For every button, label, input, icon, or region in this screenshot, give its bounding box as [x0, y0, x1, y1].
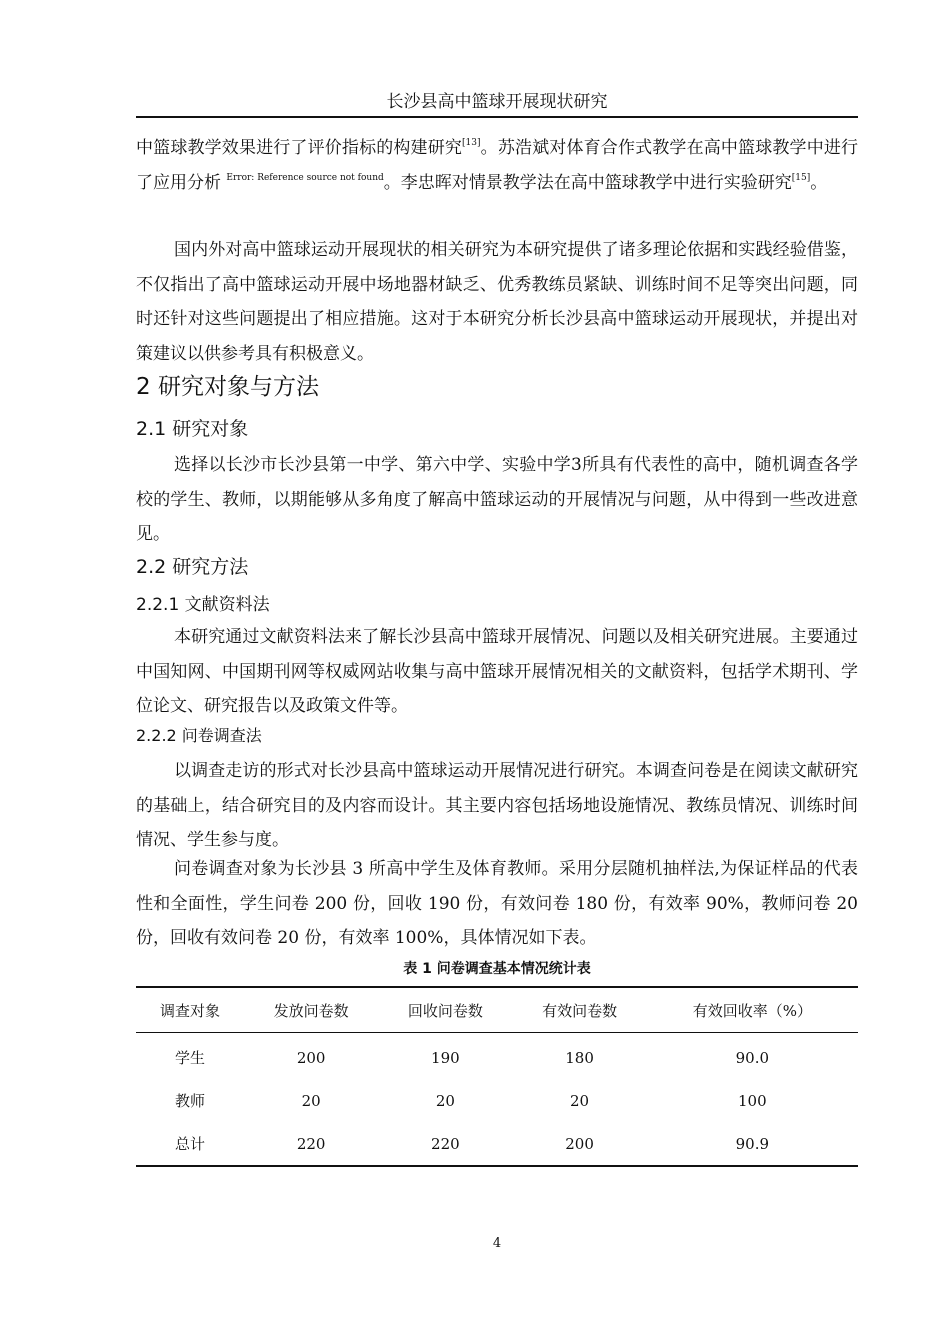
section-2-2-2-paragraph-1: 以调查走访的形式对长沙县高中篮球运动开展情况进行研究。本调查问卷是在阅读文献研究的基础上，结合研究目的及内容而设计。其主要内容包括场地设施情况、教练员情况、训练时间情况、学生参与度。	[136, 761, 858, 850]
table-cell: 20	[570, 1091, 590, 1110]
table-caption: 表 1 问卷调查基本情况统计表	[403, 961, 591, 977]
citation-13: [13]	[462, 138, 481, 148]
intro-text-d: 。	[810, 172, 828, 193]
table-row	[136, 1033, 858, 1080]
table-row	[136, 1079, 858, 1122]
section-2-heading: 2 研究对象与方法	[136, 374, 319, 400]
section-2-2-1-heading: 2.2.1 文献资料法	[136, 595, 270, 615]
table-cell: 20	[435, 1091, 455, 1110]
table-cell: 220	[378, 1122, 512, 1166]
table-header-cell: 有效回收率（%）	[647, 987, 858, 1033]
section-2-1-paragraph: 选择以长沙市长沙县第一中学、第六中学、实验中学3所具有代表性的高中，随机调查各学校的学生、教师，以期能够从多角度了解高中篮球运动的开展情况与问题，从中得到一些改进意见。	[136, 455, 858, 544]
table-cell: 200	[296, 1048, 326, 1067]
table-row	[136, 1122, 858, 1166]
table-header-cell: 调查对象	[136, 987, 244, 1033]
table-header-cell: 回收问卷数	[378, 987, 512, 1033]
table-cell: 总计	[136, 1122, 244, 1166]
table-cell: 90.0	[735, 1048, 770, 1067]
section-2-2-2-paragraph-2: 问卷调查对象为长沙县 3 所高中学生及体育教师。采用分层随机抽样法,为保证样品的代表性和全面性，学生问卷 200 份，回收 190 份，有效问卷 180 份，有效率 90%，教师问卷 20 份，回收有效问卷 20 份，有效率 100%，具体情况如下表。	[136, 859, 858, 948]
table-cell: 100	[738, 1091, 767, 1110]
reference-error: Error: Reference source not found	[226, 172, 384, 183]
intro-paragraph-1	[136, 131, 858, 200]
section-2-2-heading: 2.2 研究方法	[136, 556, 249, 578]
survey-table	[136, 986, 858, 1167]
citation-15: [15]	[791, 172, 811, 183]
section-2-1-heading: 2.1 研究对象	[136, 418, 249, 440]
table-cell: 学生	[175, 1049, 206, 1067]
table-cell: 220	[244, 1122, 378, 1166]
intro-text-a: 中篮球教学效果进行了评价指标的构建研究	[136, 138, 463, 158]
intro-text-c: 。李忠晖对情景教学法在高中篮球教学中进行实验研究	[383, 172, 792, 193]
section-2-2-1-paragraph: 本研究通过文献资料法来了解长沙县高中篮球开展情况、问题以及相关研究进展。主要通过中国知网、中国期刊网等权威网站收集与高中篮球开展情况相关的文献资料，包括学术期刊、学位论文、研究报告以及政策文件等。	[136, 627, 858, 716]
header-rule	[136, 116, 858, 118]
page-number: 4	[492, 1236, 502, 1251]
table-header-row	[136, 987, 858, 1033]
intro-text-b: 。苏浩斌对体育合作式教学在高中篮球教学中进行了应用分析	[136, 138, 859, 193]
table-cell: 180	[565, 1048, 594, 1067]
table-cell: 200	[512, 1122, 646, 1166]
section-2-2-2-heading: 2.2.2 问卷调查法	[136, 726, 262, 745]
table-cell: 90.9	[647, 1122, 858, 1166]
table-header-cell: 发放问卷数	[244, 987, 378, 1033]
table-header-cell: 有效问卷数	[512, 987, 646, 1033]
table-cell: 190	[431, 1048, 460, 1067]
table-cell: 教师	[175, 1092, 206, 1110]
running-header: 长沙县高中篮球开展现状研究	[386, 92, 608, 112]
intro-paragraph-2: 国内外对高中篮球运动开展现状的相关研究为本研究提供了诸多理论依据和实践经验借鉴，不仅指出了高中篮球运动开展中场地器材缺乏、优秀教练员紧缺、训练时间不足等突出问题，同时还针对这些问题提出了相应措施。这对于本研究分析长沙县高中篮球运动开展现状，并提出对策建议以供参考具有积极意义。	[136, 240, 858, 364]
table-cell: 20	[301, 1091, 321, 1110]
